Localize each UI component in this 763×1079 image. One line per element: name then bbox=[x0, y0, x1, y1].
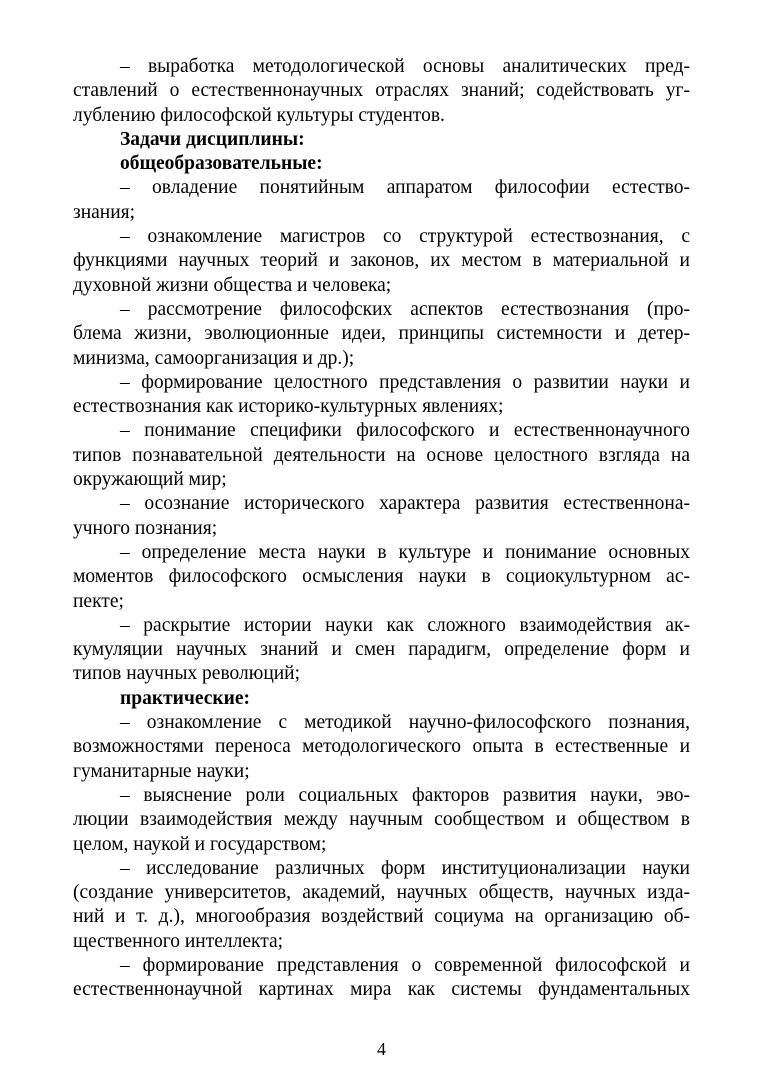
text-line: – осознание исторического характера развития естественнона- bbox=[120, 493, 690, 515]
section-heading: Задачи дисциплины: bbox=[120, 128, 305, 150]
text-line: знания; bbox=[73, 201, 136, 223]
text-line: естественнонаучной картинах мира как системы фундаментальных bbox=[73, 979, 690, 1001]
text-line: лублению философской культуры студентов. bbox=[73, 104, 445, 126]
text-line: блема жизни, эволюционные идеи, принципы системности и детер- bbox=[73, 323, 690, 345]
section-heading: общеобразовательные: bbox=[120, 153, 323, 175]
page-number: 4 bbox=[377, 1039, 386, 1059]
text-line: – выяснение роли социальных факторов развития науки, эво- bbox=[120, 784, 690, 806]
text-line: типов научных революций; bbox=[73, 663, 301, 685]
text-line: – формирование целостного представления о развитии науки и bbox=[120, 371, 690, 393]
text-line: люции взаимодействия между научным сообществом и обществом в bbox=[73, 809, 690, 831]
body-text bbox=[73, 55, 690, 1003]
text-line: функциями научных теорий и законов, их местом в материальной и bbox=[73, 250, 690, 272]
text-line: – исследование различных форм институционализации науки bbox=[120, 857, 690, 879]
text-line: – ознакомление магистров со структурой естествознания, с bbox=[120, 226, 690, 248]
section-heading: практические: bbox=[120, 687, 251, 709]
text-line: щественного интеллекта; bbox=[73, 930, 284, 952]
text-line: – выработка методологической основы аналитических пред- bbox=[120, 56, 690, 77]
text-line: духовной жизни общества и человека; bbox=[73, 274, 392, 296]
text-line: – рассмотрение философских аспектов естествознания (про- bbox=[120, 298, 690, 320]
text-line: целом, наукой и государством; bbox=[73, 833, 327, 855]
text-line: – ознакомление с методикой научно-философского познания, bbox=[120, 712, 690, 734]
text-line: пекте; bbox=[73, 590, 124, 612]
text-line: типов познавательной деятельности на основе целостного взгляда на bbox=[73, 444, 690, 466]
text-line: кумуляции научных знаний и смен парадигм, определение форм и bbox=[73, 639, 690, 661]
text-line: ний и т. д.), многообразия воздействий социума на организацию об- bbox=[73, 906, 690, 928]
text-line: естествознания как историко-культурных явлениях; bbox=[73, 396, 504, 418]
text-line: минизма, самоорганизация и др.); bbox=[73, 347, 355, 369]
text-line: возможностями переноса методологического опыта в естественные и bbox=[73, 736, 690, 758]
text-line: – овладение понятийным аппаратом философии естество- bbox=[120, 177, 690, 199]
text-line: ставлений о естественнонаучных отраслях знаний; содействовать уг- bbox=[73, 80, 690, 102]
text-line: – определение места науки в культуре и понимание основных bbox=[120, 541, 690, 563]
text-line: (создание университетов, академий, научных обществ, научных изда- bbox=[73, 882, 690, 904]
text-line: – понимание специфики философского и естественнонаучного bbox=[120, 420, 690, 442]
text-line: моментов философского осмысления науки в социокультурном ас- bbox=[73, 566, 690, 588]
text-line: учного познания; bbox=[73, 517, 218, 539]
text-line: – формирование представления о современной философской и bbox=[120, 954, 690, 976]
text-line: гуманитарные науки; bbox=[73, 760, 250, 782]
text-line: – раскрытие истории науки как сложного взаимодействия ак- bbox=[120, 614, 690, 636]
text-line: окружающий мир; bbox=[73, 469, 227, 491]
